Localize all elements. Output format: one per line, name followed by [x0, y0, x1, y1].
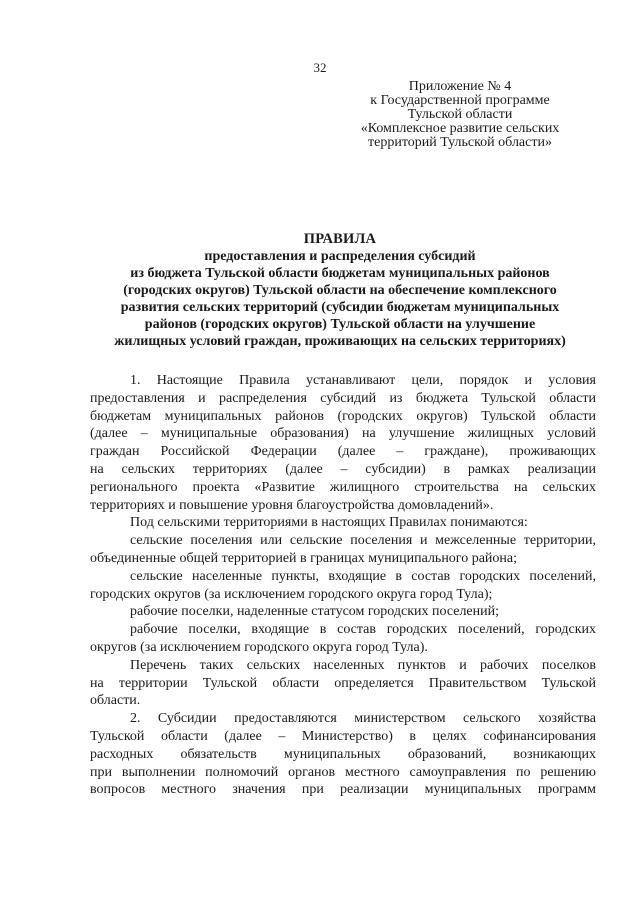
body-text-line: на территории Тульской области определяется Правительством Тульской: [90, 675, 596, 691]
document-subtitle: [70, 248, 610, 350]
body-text-line: 1. Настоящие Правила устанавливают цели, порядок и условия: [130, 373, 596, 388]
body-text-line: объединенные общей территорией в границах муниципального района;: [90, 550, 518, 566]
document-title-block: [70, 230, 610, 350]
appendix-line: Тульской области: [407, 107, 513, 122]
body-text-line: Под сельскими территориями в настоящих Правилах понимаются:: [130, 515, 528, 531]
body-text-line: бюджетам муниципальных районов (городских округов) Тульской области: [90, 408, 596, 424]
body-text-line: городских округов (за исключением городского округа город Тула);: [90, 586, 493, 602]
appendix-line: к Государственной программе: [370, 93, 550, 108]
subtitle-line: жилищных условий граждан, проживающих на сельских территориях): [114, 334, 566, 349]
appendix-line: территорий Тульской области»: [368, 135, 552, 150]
body-text-line: рабочие поселки, входящие в состав городских поселений, городских: [130, 622, 596, 638]
body-text-line: граждан Российской Федерации (далее – граждане), проживающих: [90, 444, 596, 460]
body-text-line: рабочие поселки, наделенные статусом городских поселений;: [130, 604, 500, 620]
body-text-line: сельские населенные пункты, входящие в состав городских поселений,: [130, 568, 596, 584]
body-text-line: на сельских территориях (далее – субсидии) в рамках реализации: [90, 461, 596, 477]
appendix-line: Приложение № 4: [408, 79, 512, 94]
subtitle-line: (городских округов) Тульской области на обеспечение комплексного: [123, 283, 557, 298]
body-text-line: вопросов местного значения при реализации муниципальных программ: [90, 782, 596, 798]
body-text-line: регионального проекта «Развитие жилищного строительства на сельских: [90, 479, 596, 495]
body-text-line: расходных обязательств муниципальных образований, возникающих: [90, 746, 596, 762]
body-text-line: сельские поселения или сельские поселения и межселенные территории,: [130, 533, 596, 549]
body-text-line: при выполнении полномочий органов местного самоуправления по решению: [90, 764, 596, 780]
body-text-line: округов (за исключением городского округа город Тула).: [90, 639, 428, 655]
appendix-header: [330, 80, 590, 150]
body-text-line: Перечень таких сельских населенных пунктов и рабочих поселков: [130, 657, 596, 673]
document-body: [90, 372, 596, 799]
subtitle-line: районов (городских округов) Тульской области на улучшение: [144, 317, 536, 332]
body-text-line: 2. Субсидии предоставляются министерством сельского хозяйства: [130, 711, 596, 727]
body-text-line: предоставления и распределения субсидий из бюджета Тульской области: [90, 390, 596, 406]
subtitle-line: развития сельских территорий (субсидии бюджетам муниципальных: [120, 300, 560, 315]
body-text-line: территориях и повышение уровня благоустройства домовладений».: [90, 497, 494, 513]
subtitle-line: из бюджета Тульской области бюджетам муниципальных районов: [130, 266, 550, 281]
body-text-line: области.: [90, 693, 141, 709]
body-text-line: (далее – муниципальные образования) на улучшение жилищных условий: [90, 426, 596, 442]
body-text-line: Тульской области (далее – Министерство) в целях софинансирования: [90, 728, 596, 744]
page-number: 32: [313, 60, 327, 75]
appendix-line: «Комплексное развитие сельских: [360, 121, 560, 136]
document-title: ПРАВИЛА: [303, 231, 377, 247]
subtitle-line: предоставления и распределения субсидий: [204, 249, 476, 264]
